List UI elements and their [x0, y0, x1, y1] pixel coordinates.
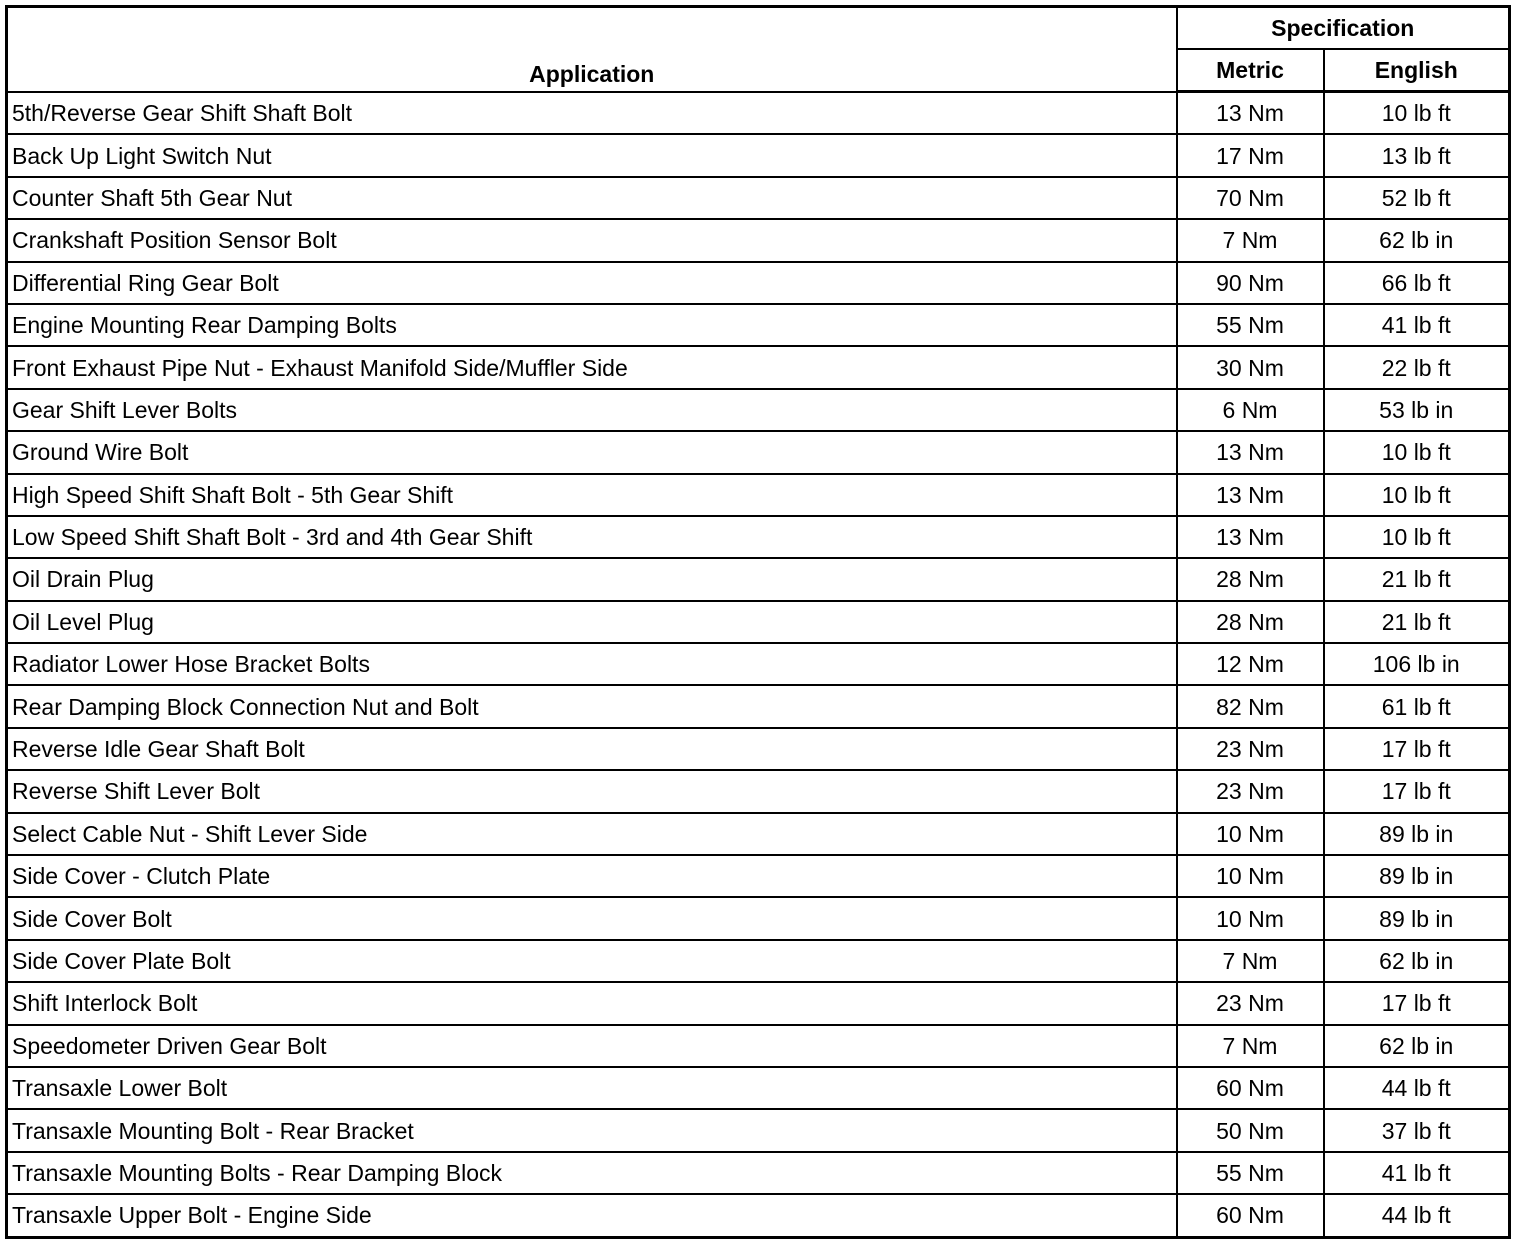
application-cell: Shift Interlock Bolt	[7, 982, 1177, 1024]
table-row	[7, 92, 1510, 135]
application-cell: Reverse Shift Lever Bolt	[7, 770, 1177, 812]
application-cell: Low Speed Shift Shaft Bolt - 3rd and 4th Gear Shift	[7, 516, 1177, 558]
table-row	[7, 389, 1510, 431]
metric-cell: 10 Nm	[1177, 813, 1324, 855]
application-cell: Oil Level Plug	[7, 601, 1177, 643]
metric-cell: 13 Nm	[1177, 431, 1324, 473]
english-cell: 62 lb in	[1324, 940, 1510, 982]
application-cell: Side Cover Bolt	[7, 897, 1177, 939]
english-cell: 41 lb ft	[1324, 1152, 1510, 1194]
application-cell: Side Cover - Clutch Plate	[7, 855, 1177, 897]
table-row	[7, 770, 1510, 812]
metric-cell: 30 Nm	[1177, 346, 1324, 388]
metric-cell: 17 Nm	[1177, 134, 1324, 176]
metric-cell: 55 Nm	[1177, 304, 1324, 346]
english-cell: 17 lb ft	[1324, 770, 1510, 812]
english-cell: 10 lb ft	[1324, 431, 1510, 473]
english-cell: 62 lb in	[1324, 1025, 1510, 1067]
application-column-header: Application	[7, 7, 1177, 92]
table-row	[7, 728, 1510, 770]
application-cell: Side Cover Plate Bolt	[7, 940, 1177, 982]
metric-column-header: Metric	[1177, 49, 1324, 92]
application-cell: Speedometer Driven Gear Bolt	[7, 1025, 1177, 1067]
metric-cell: 90 Nm	[1177, 262, 1324, 304]
application-cell: Oil Drain Plug	[7, 558, 1177, 600]
english-cell: 89 lb in	[1324, 897, 1510, 939]
application-cell: Radiator Lower Hose Bracket Bolts	[7, 643, 1177, 685]
english-cell: 13 lb ft	[1324, 134, 1510, 176]
application-cell: Counter Shaft 5th Gear Nut	[7, 177, 1177, 219]
table-row	[7, 516, 1510, 558]
header-row-top	[7, 7, 1510, 50]
table-row	[7, 643, 1510, 685]
english-cell: 66 lb ft	[1324, 262, 1510, 304]
english-cell: 53 lb in	[1324, 389, 1510, 431]
metric-cell: 28 Nm	[1177, 601, 1324, 643]
table-row	[7, 134, 1510, 176]
application-cell: Back Up Light Switch Nut	[7, 134, 1177, 176]
table-row	[7, 1025, 1510, 1067]
application-cell: Transaxle Mounting Bolts - Rear Damping Block	[7, 1152, 1177, 1194]
metric-cell: 10 Nm	[1177, 855, 1324, 897]
application-cell: Select Cable Nut - Shift Lever Side	[7, 813, 1177, 855]
english-cell: 21 lb ft	[1324, 601, 1510, 643]
application-cell: Ground Wire Bolt	[7, 431, 1177, 473]
metric-cell: 55 Nm	[1177, 1152, 1324, 1194]
table-row	[7, 1109, 1510, 1151]
metric-cell: 13 Nm	[1177, 474, 1324, 516]
metric-cell: 13 Nm	[1177, 92, 1324, 135]
table-row	[7, 177, 1510, 219]
table-row	[7, 1067, 1510, 1109]
english-cell: 17 lb ft	[1324, 728, 1510, 770]
metric-cell: 7 Nm	[1177, 219, 1324, 261]
application-cell: 5th/Reverse Gear Shift Shaft Bolt	[7, 92, 1177, 135]
torque-spec-table	[5, 5, 1511, 1239]
metric-cell: 23 Nm	[1177, 728, 1324, 770]
table-row	[7, 982, 1510, 1024]
english-cell: 62 lb in	[1324, 219, 1510, 261]
table-row	[7, 685, 1510, 727]
table-row	[7, 304, 1510, 346]
metric-cell: 60 Nm	[1177, 1194, 1324, 1237]
english-cell: 41 lb ft	[1324, 304, 1510, 346]
table-header	[7, 7, 1510, 92]
metric-cell: 10 Nm	[1177, 897, 1324, 939]
application-cell: Transaxle Upper Bolt - Engine Side	[7, 1194, 1177, 1237]
table-body	[7, 92, 1510, 1238]
application-cell: Engine Mounting Rear Damping Bolts	[7, 304, 1177, 346]
english-cell: 10 lb ft	[1324, 474, 1510, 516]
table-row	[7, 940, 1510, 982]
english-cell: 10 lb ft	[1324, 516, 1510, 558]
metric-cell: 50 Nm	[1177, 1109, 1324, 1151]
english-cell: 44 lb ft	[1324, 1194, 1510, 1237]
english-cell: 106 lb in	[1324, 643, 1510, 685]
specification-column-header: Specification	[1177, 7, 1510, 50]
table-row	[7, 1194, 1510, 1237]
english-column-header: English	[1324, 49, 1510, 92]
table-row	[7, 601, 1510, 643]
english-cell: 61 lb ft	[1324, 685, 1510, 727]
table-row	[7, 855, 1510, 897]
english-cell: 37 lb ft	[1324, 1109, 1510, 1151]
metric-cell: 12 Nm	[1177, 643, 1324, 685]
english-cell: 44 lb ft	[1324, 1067, 1510, 1109]
metric-cell: 7 Nm	[1177, 940, 1324, 982]
metric-cell: 6 Nm	[1177, 389, 1324, 431]
english-cell: 10 lb ft	[1324, 92, 1510, 135]
english-cell: 21 lb ft	[1324, 558, 1510, 600]
table-row	[7, 813, 1510, 855]
table-row	[7, 219, 1510, 261]
table-row	[7, 474, 1510, 516]
application-cell: Rear Damping Block Connection Nut and Bolt	[7, 685, 1177, 727]
application-cell: Crankshaft Position Sensor Bolt	[7, 219, 1177, 261]
english-cell: 52 lb ft	[1324, 177, 1510, 219]
metric-cell: 82 Nm	[1177, 685, 1324, 727]
application-cell: High Speed Shift Shaft Bolt - 5th Gear Shift	[7, 474, 1177, 516]
metric-cell: 7 Nm	[1177, 1025, 1324, 1067]
english-cell: 89 lb in	[1324, 855, 1510, 897]
english-cell: 22 lb ft	[1324, 346, 1510, 388]
metric-cell: 70 Nm	[1177, 177, 1324, 219]
english-cell: 89 lb in	[1324, 813, 1510, 855]
application-cell: Gear Shift Lever Bolts	[7, 389, 1177, 431]
metric-cell: 60 Nm	[1177, 1067, 1324, 1109]
metric-cell: 23 Nm	[1177, 982, 1324, 1024]
table-row	[7, 558, 1510, 600]
table-row	[7, 897, 1510, 939]
application-cell: Transaxle Lower Bolt	[7, 1067, 1177, 1109]
application-cell: Differential Ring Gear Bolt	[7, 262, 1177, 304]
table-row	[7, 1152, 1510, 1194]
table-row	[7, 346, 1510, 388]
metric-cell: 13 Nm	[1177, 516, 1324, 558]
application-cell: Transaxle Mounting Bolt - Rear Bracket	[7, 1109, 1177, 1151]
application-cell: Reverse Idle Gear Shaft Bolt	[7, 728, 1177, 770]
table-row	[7, 431, 1510, 473]
application-cell: Front Exhaust Pipe Nut - Exhaust Manifold Side/Muffler Side	[7, 346, 1177, 388]
english-cell: 17 lb ft	[1324, 982, 1510, 1024]
metric-cell: 23 Nm	[1177, 770, 1324, 812]
table-row	[7, 262, 1510, 304]
metric-cell: 28 Nm	[1177, 558, 1324, 600]
